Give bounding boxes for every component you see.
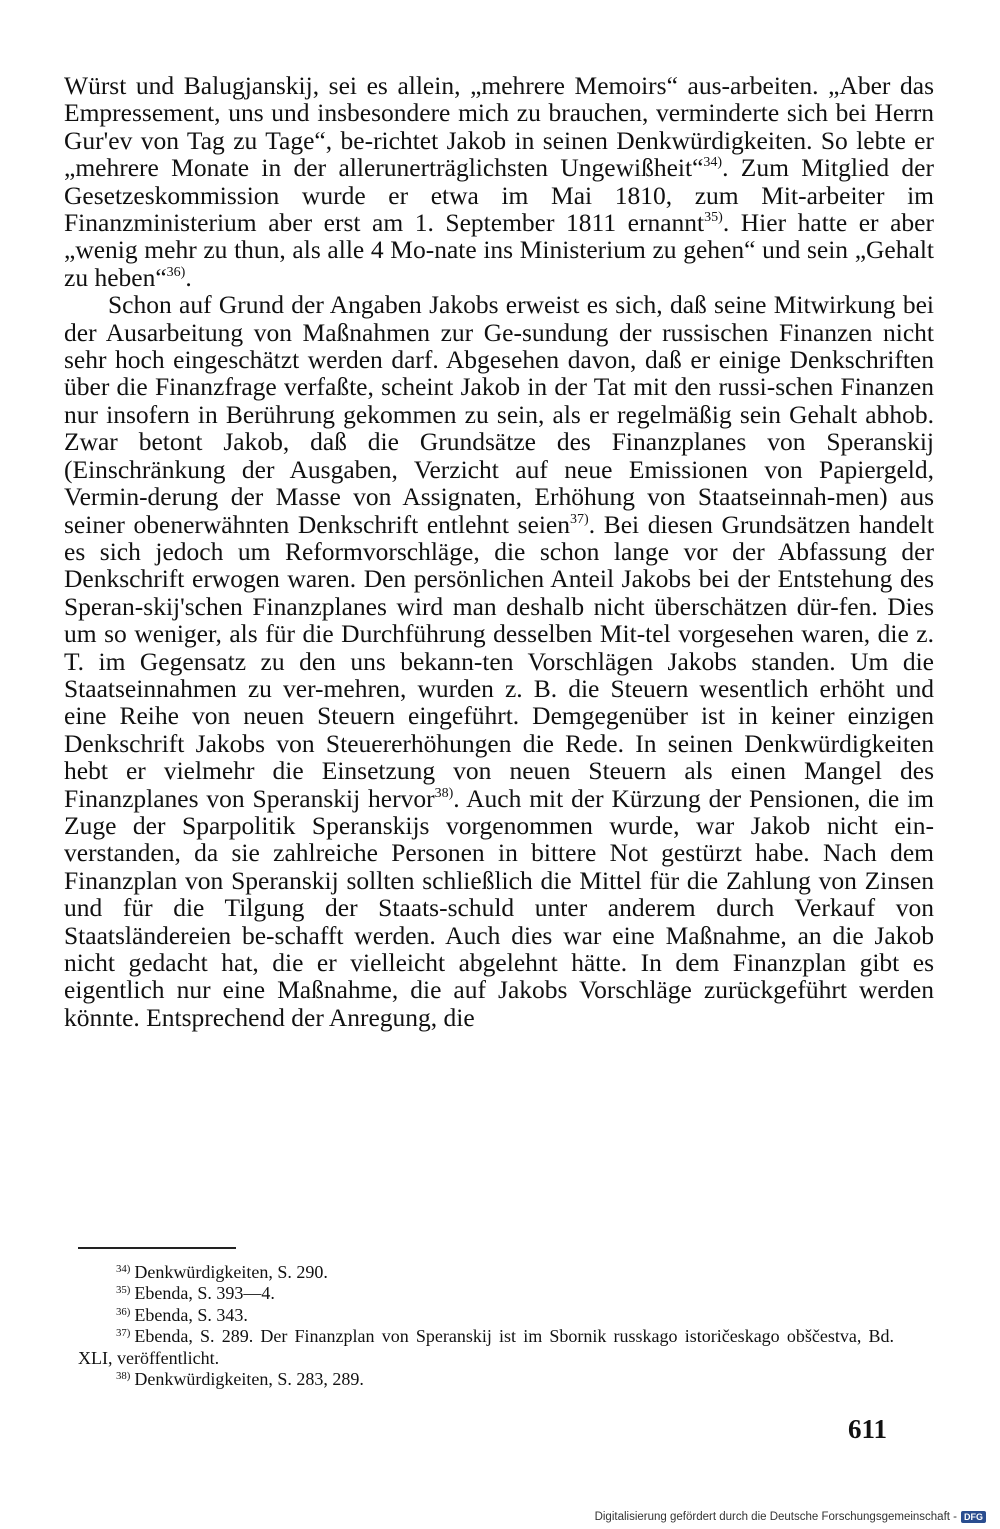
footnote-mark: 34) [116, 1263, 131, 1276]
footnote-separator [78, 1247, 236, 1249]
footnote-text: Denkwürdigkeiten, S. 290. [134, 1262, 328, 1282]
footnote-text: Ebenda, S. 289. Der Finanzplan von Speranskij ist im Sbornik russkago istoričeskago obščestva, Bd. XLI, veröffentlicht. [78, 1326, 894, 1368]
footnote-text: Denkwürdigkeiten, S. 283, 289. [134, 1369, 364, 1390]
paragraph-2 [64, 291, 934, 1031]
digitization-footer [595, 1511, 986, 1523]
text-run: Würst und Balugjanskij, sei es allein, „mehrere Memoirs“ aus-arbeiten. „Aber das Empressement, uns und insbesondere mich zu brauchen, verminderte sich bei Herrn Gur'ev von Tag zu Tage“, be-richtet Jakob in seinen Denkwürdigkeiten. So lebte er „mehrere Monate in der allerunerträglichsten Ungewißheit“ [64, 71, 934, 183]
text-run: . Zum Mitglied der Gesetzeskommission wurde er etwa im Mai 1810, zum Mit-arbeiter im Finanzministerium aber erst am 1. September 1811 ernannt [64, 153, 934, 238]
footnote-37 [78, 1326, 894, 1369]
footnote-mark: 35) [116, 1284, 131, 1297]
paragraph-1 [64, 72, 934, 291]
footnote-reference: 37) [570, 511, 589, 527]
footnote-38 [78, 1369, 894, 1390]
body-text [64, 72, 934, 1031]
footnote-35 [78, 1283, 894, 1304]
footnote-34 [78, 1262, 894, 1283]
footnote-mark: 38) [116, 1370, 131, 1383]
footnote-mark: 37) [116, 1327, 131, 1340]
text-run: . Hier hatte er aber „wenig mehr zu thun, als alle 4 Mo-nate ins Ministerium zu gehen“ und sein „Gehalt zu heben“ [64, 208, 934, 292]
text-run: . [185, 262, 192, 292]
page-number: 611 [848, 1414, 888, 1444]
footnote-reference: 34) [703, 155, 723, 171]
footnote-reference: 36) [166, 265, 186, 281]
footnote-36 [78, 1305, 894, 1326]
text-run: . Auch mit der Kürzung der Pensionen, die im Zuge der Sparpolitik Speranskijs vorgenommen wurde, war Jakob nicht ein-verstanden, da sie zahlreiche Personen in bittere Not gestürzt habe. Nach dem Finanzplan von Speranskij sollten schließlich die Mittel für die Zahlung von Zinsen und für die Tilgung der Staats-schuld unter anderem durch Verkauf von Staatsländereien be-schafft werden. Auch dies war eine Maßnahme, an die Jakob nicht gedacht hat, die er vielleicht abgelehnt hätte. In dem Finanzplan gibt es eigentlich nur eine Maßnahme, die auf Jakobs Vorschläge zurückgeführt werden könnte. Entsprechend der Anregung, die [64, 783, 934, 1032]
footnote-reference: 38) [434, 785, 454, 801]
footnote-text: Ebenda, S. 343. [134, 1304, 248, 1325]
footnote-reference: 35) [704, 210, 723, 226]
footnote-mark: 36) [116, 1305, 131, 1318]
dfg-logo: DFG [961, 1511, 986, 1523]
text-run: Schon auf Grund der Angaben Jakobs erweist es sich, daß seine Mitwirkung bei der Ausarbeitung von Maßnahmen zur Ge-sundung der russischen Finanzen nicht sehr hoch eingeschätzt werden darf. Abgesehen davon, daß er einige Denkschriften über die Finanzfrage verfaßte, scheint Jakob in der Tat mit den russi-schen Finanzen nur insofern in Berührung gekommen zu sein, als er regelmäßig sein Gehalt abhob. Zwar betont Jakob, daß die Grundsätze des Finanzplanes von Speranskij (Einschränkung der Ausgaben, Verzicht auf neue Emissionen von Papiergeld, Vermin-derung der Masse von Assignaten, Erhöhung von Staatseinnah-men) aus seiner obenerwähnten Denkschrift entlehnt seien [64, 290, 934, 539]
footnotes [78, 1262, 894, 1390]
footnote-text: Ebenda, S. 393—4. [134, 1283, 275, 1304]
text-run: . Bei diesen Grundsätzen handelt es sich jedoch um Reformvorschläge, die schon lange vor der Abfassung der Denkschrift erwogen waren. Den persönlichen Anteil Jakobs bei der Entstehung des Speran-skij'schen Finanzplanes wird man deshalb nicht überschätzen dür-fen. Dies um so weniger, als für die Durchführung desselben Mit-tel vorgesehen waren, die z. T. im Gegensatz zu den uns bekann-ten Vorschlägen Jakobs standen. Um die Staatseinnahmen zu ver-mehren, wurden z. B. die Steuern wesentlich erhöht und eine Reihe von neuen Steuern eingeführt. Demgegenüber ist in keiner einzigen Denkschrift Jakobs von Steuererhöhungen die Rede. In seinen Denkwürdigkeiten hebt er vielmehr die Einsetzung von neuen Steuern als einen Mangel des Finanzplanes von Speranskij hervor [64, 509, 934, 813]
footer-text: Digitalisierung gefördert durch die Deutsche Forschungsgemeinschaft - [594, 1511, 957, 1523]
